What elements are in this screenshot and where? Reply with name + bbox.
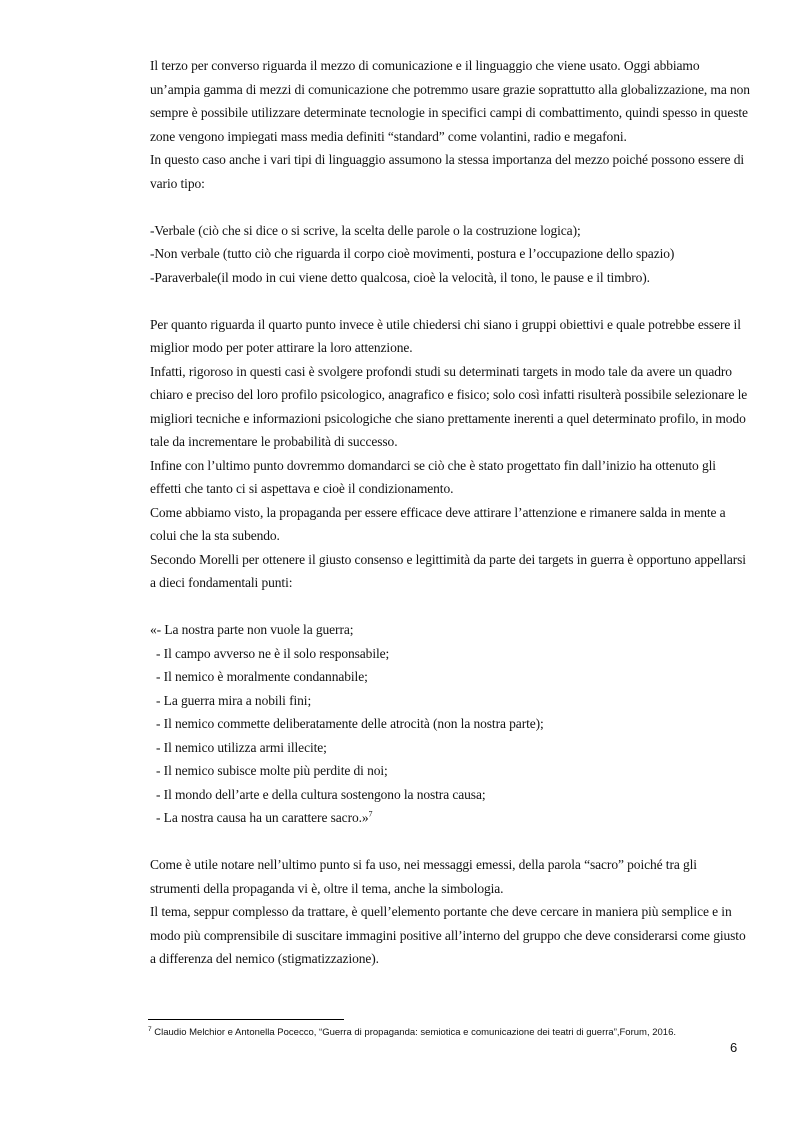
quote-item-last xyxy=(150,806,750,830)
paragraph-theme: Il tema, seppur complesso da trattare, è quell’elemento portante che deve cercare in maniera più semplice e in modo più comprensibile di suscitare immagini positive all’interno del gruppo che deve considerarsi come giusto a differenza del nemico (stigmatizzazione). xyxy=(150,904,746,966)
paragraph-effective-propaganda: Come abbiamo visto, la propaganda per essere efficace deve attirare l’attenzione e rimanere salda in mente a colui che la sta subendo. xyxy=(150,504,726,543)
paragraph-sacred: Come è utile notare nell’ultimo punto si fa uso, nei messaggi emessi, della parola “sacro” poiché tra gli strumenti della propaganda vi è, oltre il tema, anche la simbologia. xyxy=(150,857,697,896)
page-number: 6 xyxy=(730,1040,738,1055)
quote-item-text: - La nostra causa ha un carattere sacro.» xyxy=(156,810,369,825)
footnote xyxy=(148,1026,748,1039)
quote-item: «- La nostra parte non vuole la guerra; xyxy=(150,622,354,637)
quote-item: - Il nemico utilizza armi illecite; xyxy=(156,739,327,755)
quote-item: - Il nemico subisce molte più perdite di noi; xyxy=(156,763,388,778)
paragraph-fourth-point: Per quanto riguarda il quarto punto invece è utile chiedersi chi siano i gruppi obiettivi e quale potrebbe essere il miglior modo per poter attirare la loro attenzione. xyxy=(150,316,741,355)
footnote-reference[interactable]: 7 xyxy=(368,809,373,819)
list-item-paraverbal: -Paraverbale(il modo in cui viene detto qualcosa, cioè la velocità, il tono, le pause e il timbro). xyxy=(150,269,650,285)
quote-item: - Il campo avverso ne è il solo responsabile; xyxy=(156,645,390,661)
footnote-separator xyxy=(148,1019,344,1020)
paragraph-morelli: Secondo Morelli per ottenere il giusto consenso e legittimità da parte dei targets in guerra è opportuno appellarsi a dieci fondamentali punti: xyxy=(150,551,746,590)
paragraph-targets: Infatti, rigoroso in questi casi è svolgere profondi studi su determinati targets in modo tale da avere un quadro chiaro e preciso del loro profilo psicologico, anagrafico e fisico; solo così infatti risulterà possibile selezionare le migliori tecniche e informazioni psicologiche che siano prettamente inerenti a quel determinato profilo, in modo tale da incrementare le probabilità di successo. xyxy=(150,363,748,449)
body-text xyxy=(150,54,750,971)
quote-item: - Il nemico commette deliberatamente delle atrocità (non la nostra parte); xyxy=(156,716,544,731)
quote-item: - La guerra mira a nobili fini; xyxy=(156,692,312,708)
list-item-verbal: -Verbale (ciò che si dice o si scrive, la scelta delle parole o la costruzione logica); xyxy=(150,222,581,238)
paragraph-language-types: In questo caso anche i vari tipi di linguaggio assumono la stessa importanza del mezzo poiché possono essere di vario tipo: xyxy=(150,152,744,191)
footnote-text: Claudio Melchior e Antonella Pocecco, “Guerra di propaganda: semiotica e comunicazione dei teatri di guerra”,Forum, 2016. xyxy=(151,1027,676,1038)
footnote-number: 7 xyxy=(148,1025,152,1033)
paragraph-medium: Il terzo per converso riguarda il mezzo di comunicazione e il linguaggio che viene usato. Oggi abbiamo un’ampia gamma di mezzi di comunicazione che potremmo usare grazie soprattutto alla globalizzazione, ma non sempre è possibile utilizzare determinate tecnologie in specifici campi di combattimento, quindi spesso in queste zone vengono impiegati mass media definiti “standard” come volantini, radio e megafoni. xyxy=(150,58,750,144)
quote-item: - Il mondo dell’arte e della cultura sostengono la nostra causa; xyxy=(156,786,486,802)
quote-item: - Il nemico è moralmente condannabile; xyxy=(156,669,368,684)
list-item-nonverbal: -Non verbale (tutto ciò che riguarda il corpo cioè movimenti, postura e l’occupazione dello spazio) xyxy=(150,246,675,261)
paragraph-last-point: Infine con l’ultimo punto dovremmo domandarci se ciò che è stato progettato fin dall’inizio ha ottenuto gli effetti che tanto ci si aspettava e cioè il condizionamento. xyxy=(150,457,716,496)
